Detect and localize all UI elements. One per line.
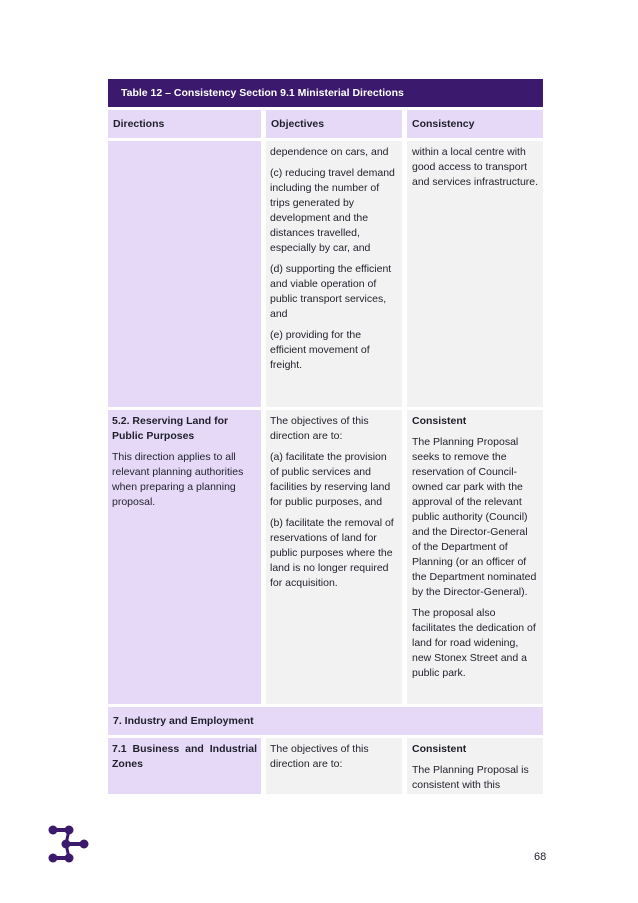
table-title: Table 12 – Consistency Section 9.1 Ministerial Directions [108,79,543,107]
brand-logo-icon [46,823,92,870]
table-row [108,410,543,704]
direction-title: 7.1 Business and Industrial [112,743,257,755]
consistency-text: The proposal also facilitates the dedication of land for road widening, new Stonex Street and a public park. [412,607,536,679]
consistency-cell [407,141,543,407]
consistency-status: Consistent [412,743,467,755]
directions-cell [108,410,261,704]
objectives-cell [266,738,402,794]
objectives-text: (e) providing for the efficient movement of freight. [270,329,370,371]
direction-title: Zones [112,758,143,770]
objectives-cell [266,141,402,407]
directions-cell [108,738,261,794]
objectives-cell [266,410,402,704]
page-number: 68 [534,851,547,863]
section-heading: 7. Industry and Employment [108,707,543,735]
table-row [108,141,543,407]
consistency-text: The Planning Proposal is consistent with this [412,764,529,791]
consistency-table [108,79,543,794]
consistency-text: within a local centre with good access to transport and services infrastructure. [412,146,539,188]
consistency-cell [407,738,543,794]
objectives-text: (a) facilitate the provision of public services and facilities by reserving land for public purposes, and [270,451,391,508]
direction-text: This direction applies to all relevant planning authorities when preparing a planning proposal. [112,451,244,508]
section-row [108,707,543,735]
header-consistency: Consistency [407,110,543,138]
direction-title: 5.2. Reserving Land for Public Purposes [112,415,229,442]
consistency-status: Consistent [412,415,467,427]
directions-cell [108,141,261,407]
consistency-cell [407,410,543,704]
objectives-text: (c) reducing travel demand including the number of trips generated by development and the distances travelled, especially by car, and [270,167,395,254]
table-header-row [108,110,543,138]
consistency-text: The Planning Proposal seeks to remove the reservation of Council-owned car park with the approval of the relevant public authority (Council) and the Director-General of the Department of Planning (or an officer of the Department nominated by the Director-General). [412,436,537,598]
objectives-text: The objectives of this direction are to: [270,415,369,442]
objectives-text: (b) facilitate the removal of reservations of land for public purposes where the land is no longer required for acquisition. [270,517,394,589]
table-row [108,738,543,794]
objectives-text: The objectives of this direction are to: [270,743,369,770]
header-objectives: Objectives [266,110,402,138]
header-directions: Directions [108,110,261,138]
objectives-text: (d) supporting the efficient and viable operation of public transport services, and [270,263,392,320]
objectives-text: dependence on cars, and [270,146,389,158]
